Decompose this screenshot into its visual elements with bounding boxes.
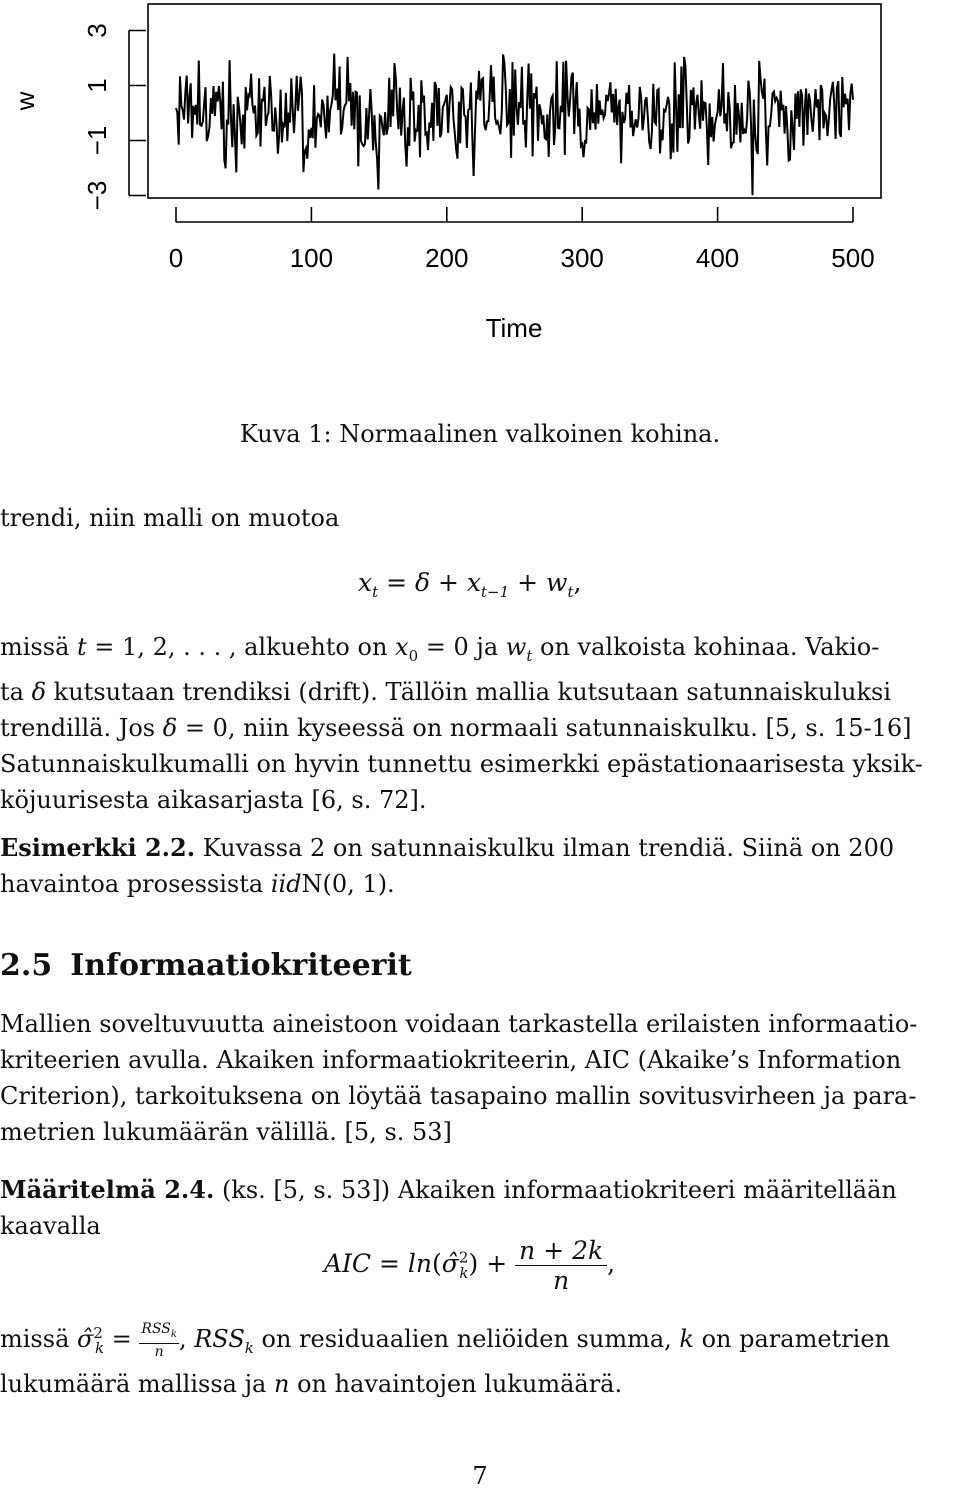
equation-aic: AIC = ln(σ̂$^2_k$) + $\frac{n + 2k}{n}$ ,: [324, 1236, 616, 1295]
x-tick-label: 200: [425, 243, 469, 273]
paragraph-drift: missä t = 1, 2, . . . , alkuehto on $x_0 = 0$ ja $w_t$ on valkoista kohinaa. Vakio- ta δ kutsutaan trendiksi (drift). Tällöin mallia kutsutaan satunnaiskuluksi trendillä. Jos δ = 0, niin kyseessä on normaali satunnaiskulku. [5, s. 15-16] Satunnaiskulkumalli on hyvin tunnettu esimerkki epästationaarisesta yksik- köjuurisesta aikasarjasta [6, s. 72].: [0, 633, 923, 814]
white-noise-chart: [0, 0, 960, 370]
x-tick-label: 500: [831, 243, 875, 273]
y-tick-label: −1: [82, 125, 112, 156]
x-tick-label: 400: [695, 243, 740, 273]
definition-block: Määritelmä 2.4. (ks. [5, s. 53]) Akaiken informaatiokriteeri määritellään kaavalla: [0, 1175, 897, 1240]
section-heading: 2.5 Informaatiokriteerit: [0, 948, 412, 983]
definition-label: Määritelmä 2.4.: [0, 1175, 215, 1204]
x-tick-label: 100: [289, 243, 334, 273]
paragraph-intro: trendi, niin malli on muotoa: [0, 504, 340, 532]
example-block: Esimerkki 2.2. Kuvassa 2 on satunnaiskulku ilman trendiä. Siinä on 200 havaintoa prosessista iidN(0, 1).: [0, 833, 895, 898]
paragraph-aic-intro: Mallien soveltuvuutta aineistoon voidaan tarkastella erilaisten informaatio- kriteerien avulla. Akaiken informaatiokriteerin, AIC (Akaike’s Information Criterion), tarkoituksena on löytää tasapaino mallin sovitusvirheen ja para- metrien lukumäärän välillä. [5, s. 53]: [0, 1010, 918, 1146]
x-tick-label: 0: [168, 243, 184, 273]
x-axis-label: Time: [485, 313, 543, 343]
example-label: Esimerkki 2.2.: [0, 833, 196, 862]
page-number: 7: [472, 1462, 488, 1490]
y-axis: [82, 23, 146, 210]
paragraph-rss: missä σ̂$^2_k$ = $RSS_k$ n , $RSS_k$ on residuaalien neliöiden summa, k on parametrien lukumäärä mallissa ja n on havaintojen lukumäärä.: [0, 1321, 890, 1398]
x-tick-label: 300: [560, 243, 604, 273]
figure-caption: Kuva 1: Normaalinen valkoinen kohina.: [239, 420, 721, 448]
series-line: [176, 54, 853, 196]
equation-random-walk: $x_t = \delta + x_{t-1} + w_t$,: [358, 568, 582, 601]
y-tick-label: −3: [82, 180, 112, 211]
y-tick-label: 1: [82, 78, 112, 93]
x-axis: [169, 207, 875, 273]
y-tick-label: 3: [82, 23, 112, 38]
y-axis-label: w: [10, 91, 40, 111]
